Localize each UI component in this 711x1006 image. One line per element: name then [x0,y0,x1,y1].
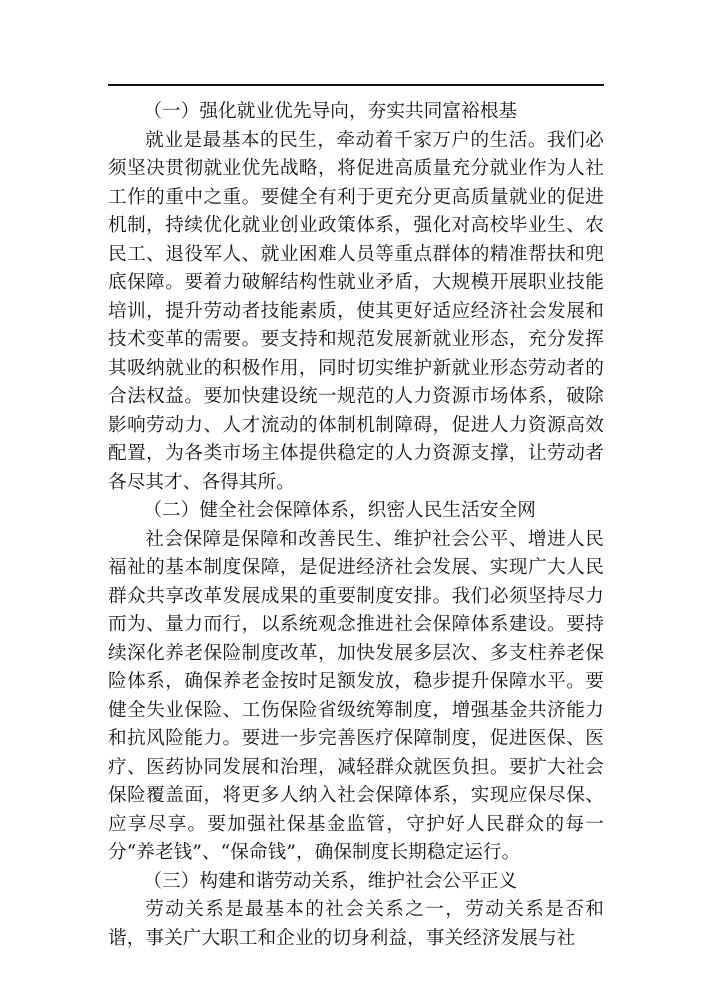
section-body-3: 劳动关系是最基本的社会关系之一，劳动关系是否和谐，事关广大职工和企业的切身利益，事关经济发展与社 [108,899,604,949]
section-heading-3: （三）构建和谐劳动关系，维护社会公平正义 [143,870,518,892]
section-body-1: 就业是最基本的民生，牵动着千家万户的生活。我们必须坚决贯彻就业优先战略，将促进高质量充分就业作为人社工作的重中之重。要健全有利于更充分更高质量就业的促进机制，持续优化就业创业政策体系，强化对高校毕业生、农民工、退役军人、就业困难人员等重点群体的精准帮扶和兜底保障。要着力破解结构性就业矛盾，大规模开展职业技能培训，提升劳动者技能素质，使其更好适应经济社会发展和技术变革的需要。要支持和规范发展新就业形态，充分发挥其吸纳就业的积极作用，同时切实维护新就业形态劳动者的合法权益。要加快建设统一规范的人力资源市场体系，破除影响劳动力、人才流动的体制机制障碍，促进人力资源高效配置，为各类市场主体提供稳定的人力资源支撑，让劳动者各尽其才、各得其所。 [108,129,604,493]
section-heading-2: （二）健全社会保障体系，织密人民生活安全网 [143,500,536,521]
section-body-2: 社会保障是保障和改善民生、维护社会公平、增进人民福祉的基本制度保障，是促进经济社会发展、实现广大人民群众共享改革发展成果的重要制度安排。我们必须坚持尽力而为、量力而行，以系统观念推进社会保障体系建设。要持续深化养老保险制度改革，加快发展多层次、多支柱养老保险体系，确保养老金按时足额发放，稳步提升保障水平。要健全失业保险、工伤保险省级统筹制度，增强基金共济能力和抗风险能力。要进一步完善医疗保障制度，促进医保、医疗、医药协同发展和治理，减轻群众就医负担。要扩大社会保险覆盖面，将更多人纳入社会保障体系，实现应保尽保、应享尽享。要加强社保基金监管，守护好人民群众的每一分“养老钱”、“保命钱”，确保制度长期稳定运行。 [108,528,604,863]
document-page [108,84,604,953]
section-heading-1: （一）强化就业优先导向，夯实共同富裕根基 [143,101,518,122]
header-rule [108,84,604,86]
